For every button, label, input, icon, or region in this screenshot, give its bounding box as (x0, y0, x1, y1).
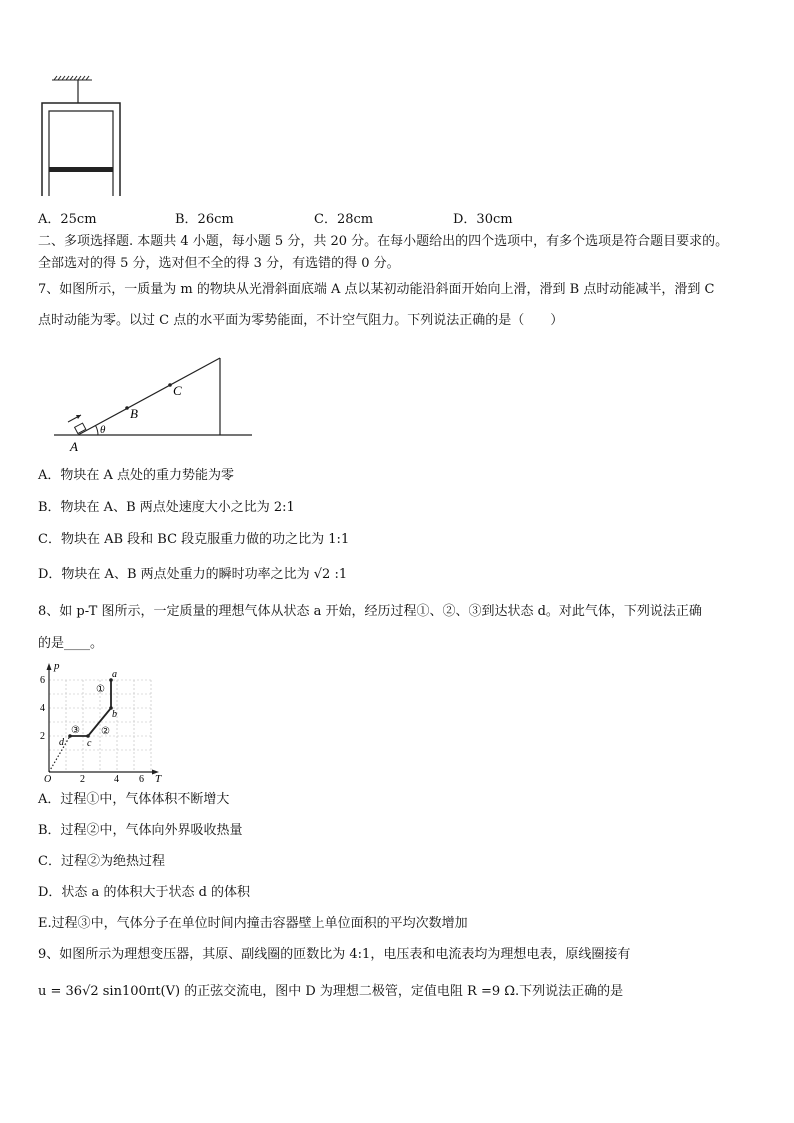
q8-stem-2: 的是____。 (38, 636, 104, 651)
state-b-label: b (112, 709, 117, 720)
angle-arc (96, 426, 99, 436)
q8-option-d[interactable]: D．状态 a 的体积大于状态 d 的体积 (38, 885, 251, 900)
p-axis-label: p (54, 660, 60, 672)
point-b (125, 406, 129, 410)
q6-cylinder-figure (38, 72, 128, 200)
state-c-label: c (87, 738, 92, 749)
origin-label: O (44, 774, 52, 785)
label-b: B (130, 406, 138, 421)
q7-option-d[interactable]: D．物块在 A、B 两点处重力的瞬时功率之比为 √2 :1 (38, 567, 348, 582)
section2-instructions-1: 二、多项选择题. 本题共 4 小题，每小题 5 分，共 20 分。在每小题给出的四个选项中，有多个选项是符合题目要求的。 (38, 234, 729, 249)
q8-stem-1: 8、如 p-T 图所示，一定质量的理想气体从状态 a 开始，经历过程①、②、③到达状态 d。对此气体，下列说法正确 (38, 604, 702, 619)
q7-option-c[interactable]: C．物块在 AB 段和 BC 段克服重力做的功之比为 1:1 (38, 532, 350, 547)
y-tick-6: 6 (40, 675, 45, 686)
q7-stem-1: 7、如图所示，一质量为 m 的物块从光滑斜面底端 A 点以某初动能沿斜面开始向上滑，滑到 B 点时动能减半，滑到 C (38, 282, 715, 297)
p-axis-arrow (47, 663, 52, 670)
x-tick-2: 2 (80, 774, 85, 785)
q7-option-a[interactable]: A．物块在 A 点处的重力势能为零 (38, 468, 235, 483)
section2-instructions-2: 全部选对的得 5 分，选对但不全的得 3 分，有选错的得 0 分。 (38, 256, 400, 271)
x-tick-4: 4 (114, 774, 119, 785)
state-a-label: a (112, 669, 117, 680)
q8-pt-graph (38, 660, 168, 786)
process-3-label: ③ (71, 725, 80, 736)
q8-option-b[interactable]: B．过程②中，气体向外界吸收热量 (38, 823, 243, 838)
q7-stem-2: 点时动能为零。以过 C 点的水平面为零势能面，不计空气阻力。下列说法正确的是（ ） (38, 313, 564, 328)
q8-option-e[interactable]: E.过程③中，气体分子在单位时间内撞击容器壁上单位面积的平均次数增加 (38, 916, 468, 931)
process-1-label: ① (96, 684, 105, 695)
ceiling-hatch (52, 76, 92, 80)
x-tick-6: 6 (139, 774, 144, 785)
state-d-label: d (59, 737, 64, 748)
y-tick-2: 2 (40, 731, 45, 742)
process-2-label: ② (101, 726, 110, 737)
label-c: C (173, 383, 182, 398)
q7-incline-figure (52, 355, 257, 455)
q6-option-c[interactable]: C．28cm (314, 212, 374, 227)
q8-option-c[interactable]: C．过程②为绝热过程 (38, 854, 165, 869)
label-a: A (70, 439, 78, 454)
q7-option-b[interactable]: B．物块在 A、B 两点处速度大小之比为 2:1 (38, 500, 295, 515)
q6-option-b[interactable]: B．26cm (175, 212, 234, 227)
piston (49, 167, 113, 172)
cylinder-inner (49, 111, 113, 196)
q6-option-a[interactable]: A．25cm (38, 212, 97, 227)
q9-stem-1: 9、如图所示为理想变压器，其原、副线圈的匝数比为 4:1，电压表和电流表均为理想电表，原线圈接有 (38, 947, 631, 962)
q6-option-d[interactable]: D．30cm (453, 212, 513, 227)
cylinder-outer (42, 103, 120, 196)
label-theta: θ (100, 424, 106, 436)
q9-stem-2: u = 36√2 sin100πt(V) 的正弦交流电，图中 D 为理想二极管，定值电阻 R =9 Ω.下列说法正确的是 (38, 984, 624, 999)
point-c (168, 383, 172, 387)
t-axis-label: T (155, 773, 162, 785)
q8-option-a[interactable]: A．过程①中，气体体积不断增大 (38, 792, 230, 807)
y-tick-4: 4 (40, 703, 45, 714)
